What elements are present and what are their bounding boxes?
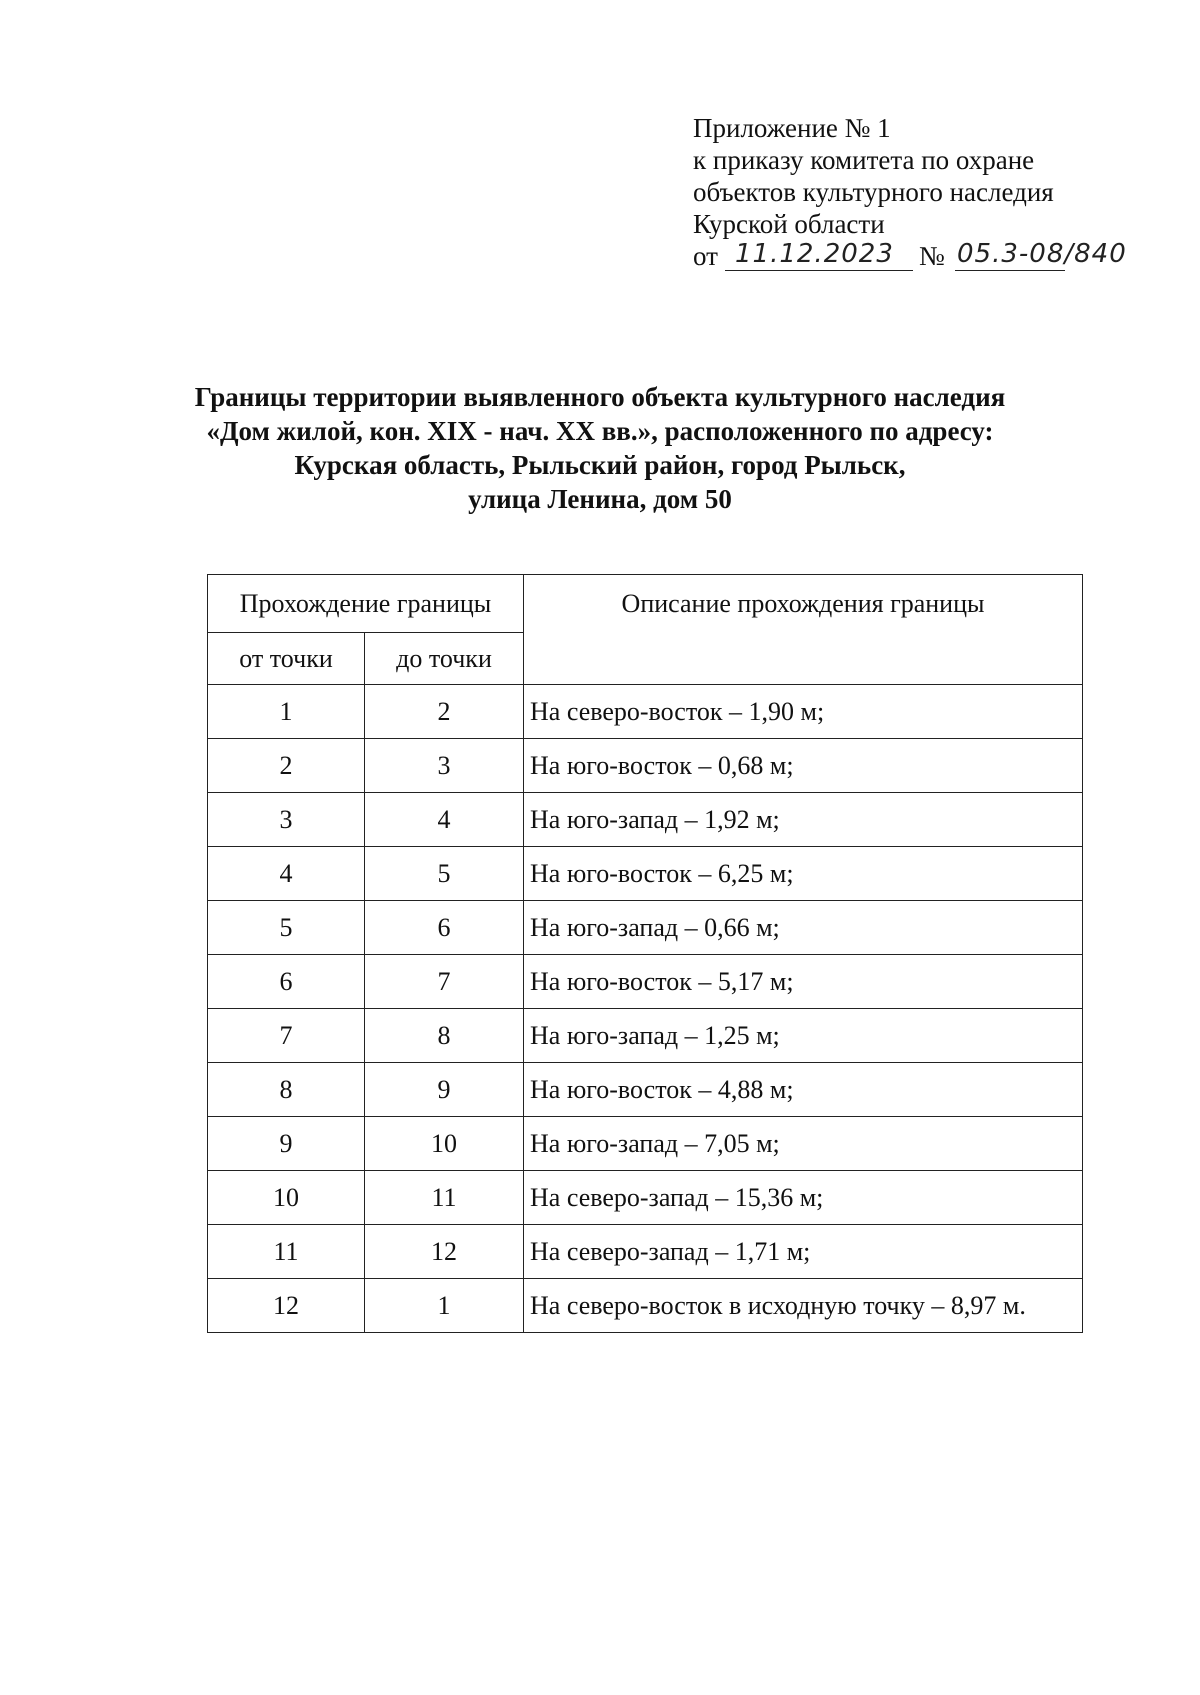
row-to-point: 3 (365, 739, 524, 793)
row-to-point: 12 (365, 1225, 524, 1279)
date-underline (725, 270, 913, 271)
row-description: На северо-восток – 1,90 м; (524, 685, 1083, 739)
table-row (208, 955, 1083, 1009)
header-to-point: до точки (365, 633, 524, 685)
row-from-point: 11 (208, 1225, 365, 1279)
row-from-point: 1 (208, 685, 365, 739)
table-row (208, 1225, 1083, 1279)
row-from-point: 10 (208, 1171, 365, 1225)
row-description: На северо-восток в исходную точку – 8,97 м. (524, 1279, 1083, 1333)
row-to-point: 7 (365, 955, 524, 1009)
row-to-point: 1 (365, 1279, 524, 1333)
order-date-number-row (693, 240, 1173, 276)
boundary-table (207, 574, 1083, 1333)
table-row (208, 1171, 1083, 1225)
title-line-2: «Дом жилой, кон. XIX - нач. XX вв.», расположенного по адресу: (206, 416, 994, 446)
row-to-point: 4 (365, 793, 524, 847)
row-to-point: 6 (365, 901, 524, 955)
appendix-line-2: к приказу комитета по охране (693, 145, 1035, 175)
row-description: На юго-восток – 6,25 м; (524, 847, 1083, 901)
row-from-point: 7 (208, 1009, 365, 1063)
row-description: На юго-восток – 5,17 м; (524, 955, 1083, 1009)
row-to-point: 2 (365, 685, 524, 739)
row-description: На юго-запад – 7,05 м; (524, 1117, 1083, 1171)
row-to-point: 5 (365, 847, 524, 901)
row-to-point: 9 (365, 1063, 524, 1117)
row-description: На северо-запад – 15,36 м; (524, 1171, 1083, 1225)
row-from-point: 4 (208, 847, 365, 901)
row-from-point: 5 (208, 901, 365, 955)
title-line-3: Курская область, Рыльский район, город Рыльск, (294, 450, 906, 480)
row-description: На юго-восток – 0,68 м; (524, 739, 1083, 793)
appendix-line-4: Курской области (693, 209, 885, 239)
row-description: На юго-запад – 0,66 м; (524, 901, 1083, 955)
order-number-handwritten: 05.3-08/840 (957, 239, 1127, 269)
row-from-point: 12 (208, 1279, 365, 1333)
row-to-point: 8 (365, 1009, 524, 1063)
row-from-point: 8 (208, 1063, 365, 1117)
table-row (208, 1063, 1083, 1117)
row-from-point: 9 (208, 1117, 365, 1171)
table-row (208, 1117, 1083, 1171)
row-description: На юго-запад – 1,25 м; (524, 1009, 1083, 1063)
table-row (208, 901, 1083, 955)
order-date-handwritten: 11.12.2023 (735, 239, 894, 269)
row-description: На юго-запад – 1,92 м; (524, 793, 1083, 847)
number-underline (955, 270, 1065, 271)
table-row (208, 1009, 1083, 1063)
row-to-point: 11 (365, 1171, 524, 1225)
document-title (150, 380, 1050, 516)
title-line-4: улица Ленина, дом 50 (468, 484, 732, 514)
row-to-point: 10 (365, 1117, 524, 1171)
header-from-point: от точки (208, 633, 365, 685)
table-row (208, 847, 1083, 901)
row-description: На северо-запад – 1,71 м; (524, 1225, 1083, 1279)
date-prefix: от (693, 241, 718, 271)
appendix-block (693, 112, 1173, 276)
table-row (208, 793, 1083, 847)
number-prefix: № (919, 241, 945, 271)
table-row (208, 685, 1083, 739)
table-row (208, 739, 1083, 793)
appendix-line-1: Приложение № 1 (693, 113, 891, 143)
title-line-1: Границы территории выявленного объекта культурного наследия (194, 382, 1006, 412)
appendix-line-3: объектов культурного наследия (693, 177, 1054, 207)
row-from-point: 2 (208, 739, 365, 793)
row-description: На юго-восток – 4,88 м; (524, 1063, 1083, 1117)
table-row (208, 1279, 1083, 1333)
row-from-point: 3 (208, 793, 365, 847)
header-passage: Прохождение границы (208, 575, 524, 633)
row-from-point: 6 (208, 955, 365, 1009)
table-body (208, 685, 1083, 1333)
header-description: Описание прохождения границы (524, 575, 1083, 685)
